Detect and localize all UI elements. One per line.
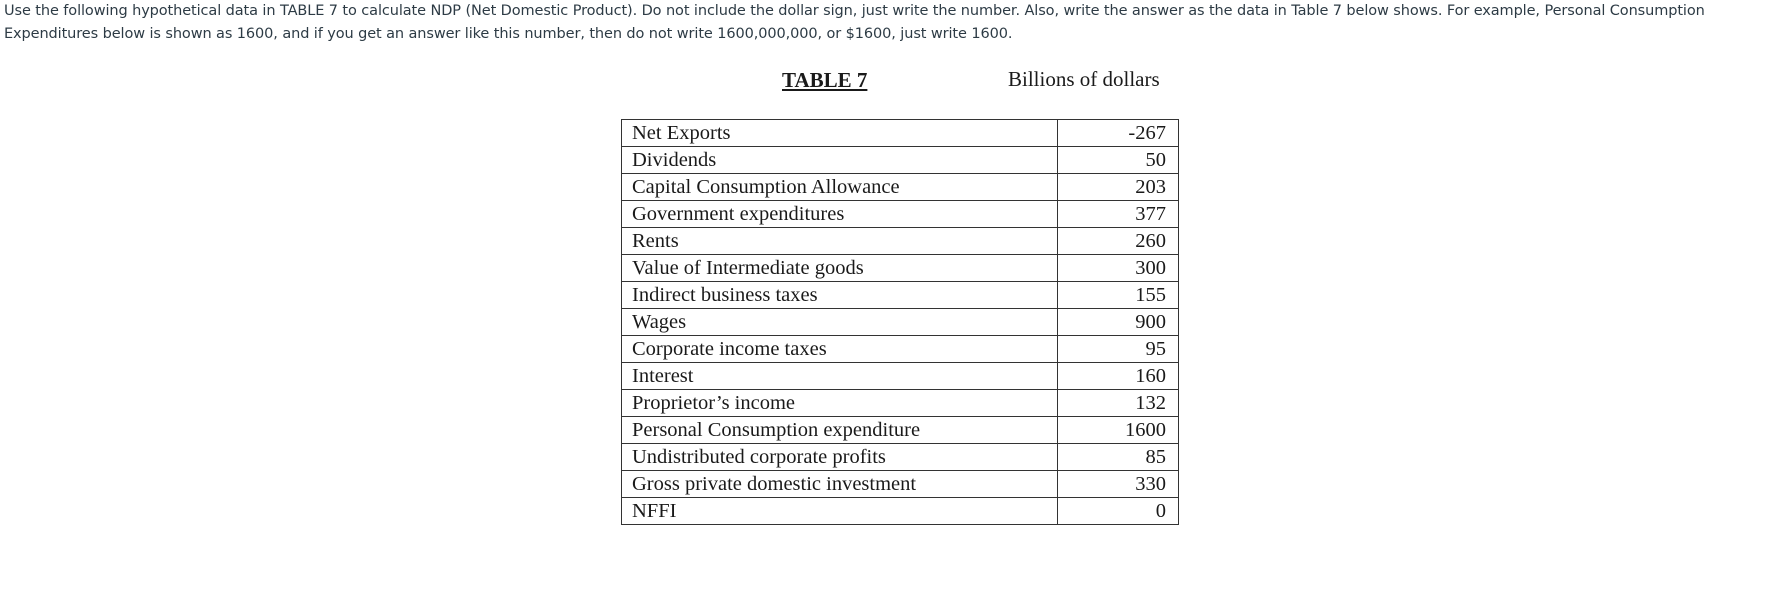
question-text: Use the following hypothetical data in TABLE 7 to calculate NDP (Net Domestic Product). Do not include the dollar sign, just write the number. Also, write the answer as the data in Table 7 below shows. For example, Personal Consumption Expenditures below is shown as 1600, and if you get an answer like this number, then do not write 1600,000,000, or $1600, just write 1600. bbox=[4, 3, 1705, 42]
row-value: 330 bbox=[1058, 471, 1179, 498]
row-value: 0 bbox=[1058, 498, 1179, 525]
row-value: 95 bbox=[1058, 336, 1179, 363]
table-row bbox=[622, 471, 1179, 498]
row-value: 260 bbox=[1058, 228, 1179, 255]
row-value: 1600 bbox=[1058, 417, 1179, 444]
table-row bbox=[622, 201, 1179, 228]
row-value: 900 bbox=[1058, 309, 1179, 336]
row-value: 132 bbox=[1058, 390, 1179, 417]
row-label: Wages bbox=[622, 309, 1058, 336]
table-row bbox=[622, 309, 1179, 336]
table-row bbox=[622, 336, 1179, 363]
table-body bbox=[622, 120, 1179, 525]
row-value: 155 bbox=[1058, 282, 1179, 309]
row-value: 377 bbox=[1058, 201, 1179, 228]
table-row bbox=[622, 444, 1179, 471]
table-caption: TABLE 7 bbox=[782, 68, 868, 92]
row-value: 85 bbox=[1058, 444, 1179, 471]
table-row bbox=[622, 255, 1179, 282]
table-row bbox=[622, 363, 1179, 390]
row-label: Government expenditures bbox=[622, 201, 1058, 228]
row-label: Dividends bbox=[622, 147, 1058, 174]
table-row bbox=[622, 282, 1179, 309]
table-row bbox=[622, 498, 1179, 525]
row-value: 50 bbox=[1058, 147, 1179, 174]
row-value: 300 bbox=[1058, 255, 1179, 282]
table-row bbox=[622, 390, 1179, 417]
row-label: Proprietor’s income bbox=[622, 390, 1058, 417]
row-label: Interest bbox=[622, 363, 1058, 390]
row-value: 160 bbox=[1058, 363, 1179, 390]
table-row bbox=[622, 417, 1179, 444]
row-label: Personal Consumption expenditure bbox=[622, 417, 1058, 444]
row-label: Indirect business taxes bbox=[622, 282, 1058, 309]
row-value: 203 bbox=[1058, 174, 1179, 201]
row-label: Capital Consumption Allowance bbox=[622, 174, 1058, 201]
row-label: Net Exports bbox=[622, 120, 1058, 147]
data-table bbox=[621, 119, 1179, 525]
table-row bbox=[622, 228, 1179, 255]
table-row bbox=[622, 147, 1179, 174]
table-row bbox=[622, 120, 1179, 147]
table-row bbox=[622, 174, 1179, 201]
row-label: Corporate income taxes bbox=[622, 336, 1058, 363]
row-label: Undistributed corporate profits bbox=[622, 444, 1058, 471]
row-label: Rents bbox=[622, 228, 1058, 255]
row-value: -267 bbox=[1058, 120, 1179, 147]
row-label: NFFI bbox=[622, 498, 1058, 525]
units-caption: Billions of dollars bbox=[1008, 67, 1160, 91]
row-label: Gross private domestic investment bbox=[622, 471, 1058, 498]
row-label: Value of Intermediate goods bbox=[622, 255, 1058, 282]
